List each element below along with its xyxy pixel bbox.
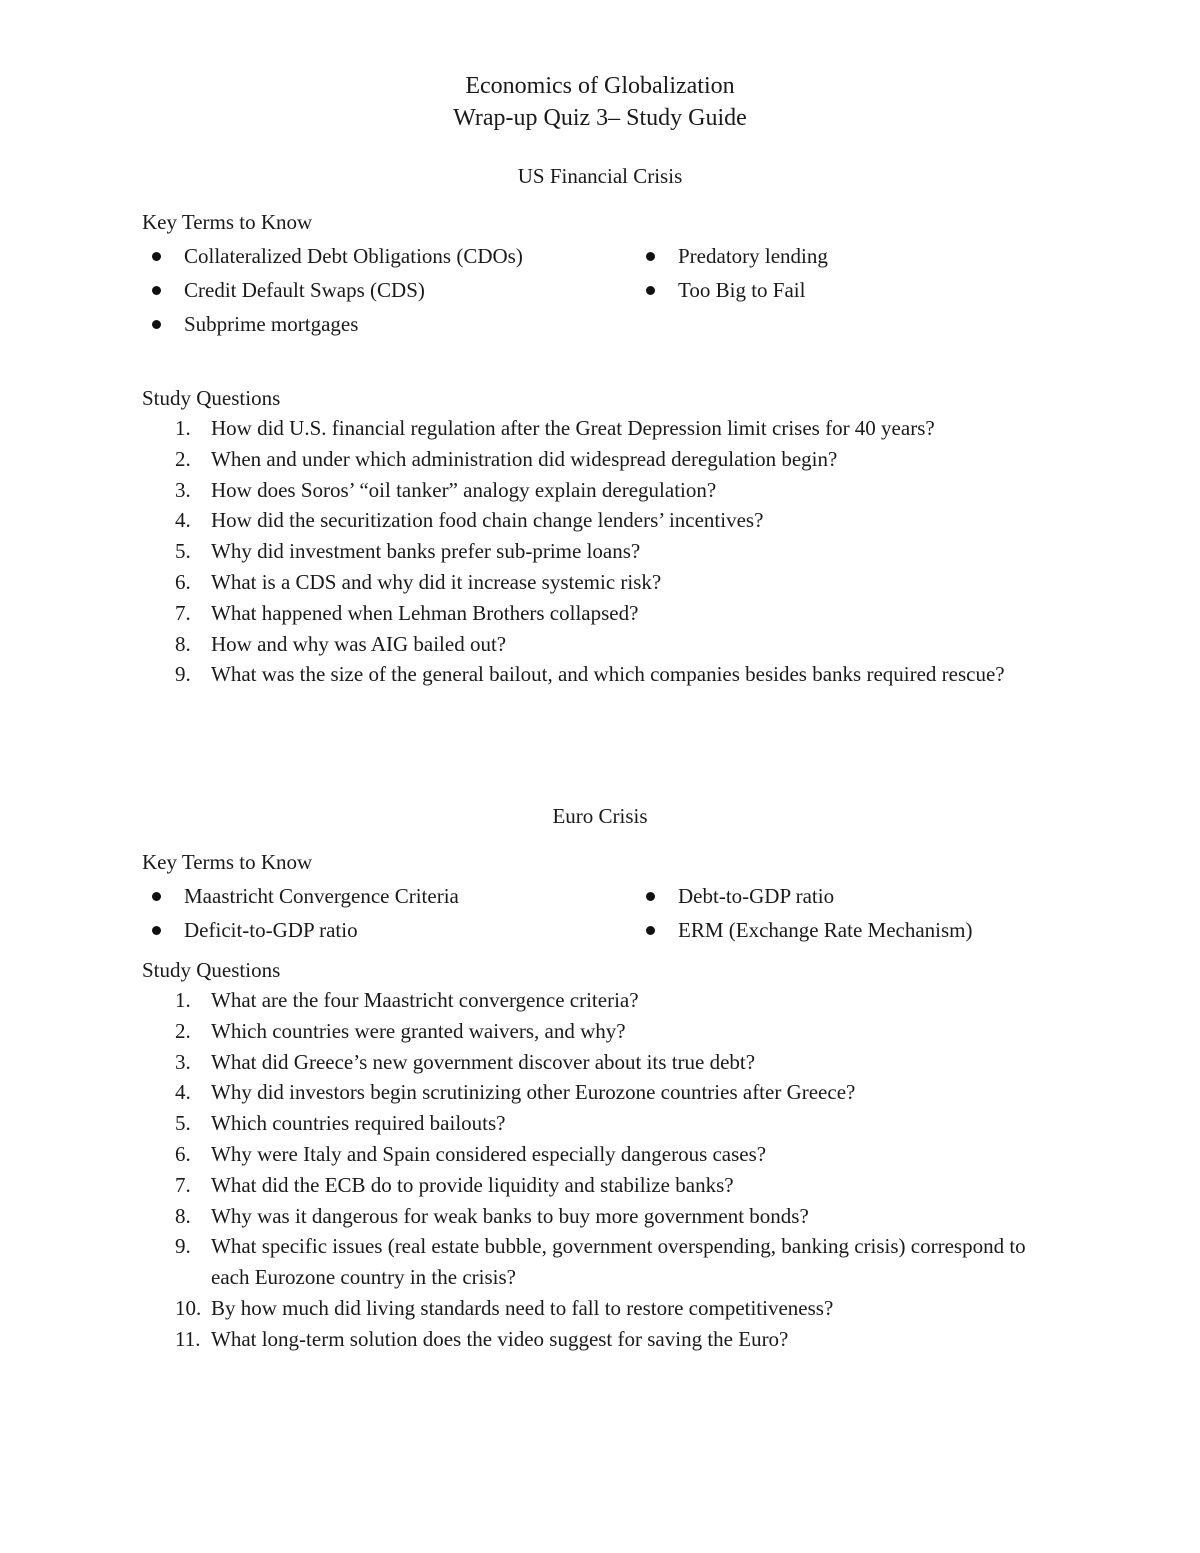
- section-euro-crisis: [142, 802, 1042, 1355]
- question-text: Which countries required bailouts?: [211, 1111, 506, 1136]
- study-questions-list: [142, 413, 1042, 690]
- key-term-text: Credit Default Swaps (CDS): [184, 278, 425, 302]
- study-question: [142, 567, 1042, 598]
- question-text: How did U.S. financial regulation after the Great Depression limit crises for 40 years?: [211, 416, 935, 440]
- key-term-item: [142, 275, 636, 305]
- key-term-item: [142, 881, 636, 911]
- study-question: [142, 413, 1042, 444]
- question-number: 9.: [175, 1234, 191, 1259]
- question-text: When and under which administration did widespread deregulation begin?: [211, 446, 838, 471]
- bullet-icon: [646, 286, 655, 295]
- study-question: [142, 1201, 1042, 1232]
- question-number: 6.: [175, 1141, 191, 1166]
- key-term-text: Collateralized Debt Obligations (CDOs): [184, 244, 523, 268]
- question-number: 3.: [175, 1049, 191, 1074]
- bullet-icon: [646, 926, 655, 935]
- question-text: Why was it dangerous for weak banks to buy more government bonds?: [211, 1203, 809, 1228]
- study-question: [142, 536, 1042, 567]
- bullet-icon: [646, 892, 655, 901]
- study-question: [142, 1324, 1042, 1355]
- question-number: 5.: [175, 1111, 191, 1136]
- study-question: [142, 629, 1042, 660]
- study-question: [142, 598, 1042, 629]
- question-number: 8.: [175, 631, 191, 656]
- study-question: [142, 1231, 1042, 1293]
- key-term-item: [142, 309, 636, 339]
- question-number: 2.: [175, 1018, 191, 1043]
- question-number: 9.: [175, 662, 191, 687]
- question-text: What long-term solution does the video suggest for saving the Euro?: [211, 1326, 789, 1351]
- key-term-text: Debt-to-GDP ratio: [678, 884, 835, 908]
- study-question: [142, 1047, 1042, 1078]
- question-number: 4.: [175, 508, 191, 533]
- question-number: 8.: [175, 1203, 191, 1228]
- study-question: [142, 1139, 1042, 1170]
- study-questions-list: [142, 985, 1042, 1355]
- question-number: 4.: [175, 1080, 191, 1105]
- question-text: What was the size of the general bailout, and which companies besides banks required rescue?: [211, 662, 1005, 687]
- section-us-financial-crisis: [142, 162, 1042, 690]
- question-number: 10.: [175, 1295, 202, 1320]
- question-text: What specific issues (real estate bubble, government overspending, banking crisis) correspond to each Eurozone country in the crisis?: [211, 1234, 1026, 1290]
- study-question: [142, 1293, 1042, 1324]
- bullet-icon: [646, 252, 655, 261]
- study-question: [142, 1077, 1042, 1108]
- key-term-text: ERM (Exchange Rate Mechanism): [678, 918, 973, 942]
- question-text: What happened when Lehman Brothers collapsed?: [211, 600, 639, 625]
- question-number: 7.: [175, 600, 191, 625]
- key-terms-list: [142, 881, 1042, 945]
- study-questions-label: Study Questions: [142, 958, 281, 982]
- document-title: Economics of Globalization: [465, 73, 735, 99]
- question-number: 5.: [175, 539, 191, 564]
- key-term-item: [636, 275, 1036, 305]
- question-number: 7.: [175, 1172, 191, 1197]
- question-number: 2.: [175, 446, 191, 471]
- question-text: What are the four Maastricht convergence criteria?: [211, 988, 639, 1012]
- question-number: 11.: [175, 1326, 201, 1351]
- question-number: 6.: [175, 569, 191, 594]
- question-number: 1.: [175, 988, 191, 1012]
- question-text: How and why was AIG bailed out?: [211, 631, 507, 656]
- bullet-icon: [152, 286, 161, 295]
- key-terms-label: Key Terms to Know: [142, 210, 313, 234]
- key-term-item: [636, 241, 1036, 271]
- study-question: [142, 444, 1042, 475]
- question-number: 3.: [175, 477, 191, 502]
- key-term-text: Predatory lending: [678, 244, 828, 268]
- document-subtitle: Wrap-up Quiz 3– Study Guide: [453, 105, 747, 131]
- study-question: [142, 1170, 1042, 1201]
- key-term-item: [636, 881, 1036, 911]
- question-text: Which countries were granted waivers, and why?: [211, 1018, 626, 1043]
- question-text: Why did investment banks prefer sub-prime loans?: [211, 539, 641, 564]
- key-term-item: [142, 915, 636, 945]
- key-term-text: Too Big to Fail: [678, 278, 806, 302]
- bullet-icon: [152, 892, 161, 901]
- study-question: [142, 475, 1042, 506]
- section-heading: US Financial Crisis: [517, 164, 683, 188]
- question-text: Why were Italy and Spain considered especially dangerous cases?: [211, 1141, 767, 1166]
- question-number: 1.: [175, 416, 191, 440]
- study-question: [142, 659, 1042, 690]
- question-text: Why did investors begin scrutinizing other Eurozone countries after Greece?: [211, 1080, 856, 1105]
- question-text: What is a CDS and why did it increase systemic risk?: [211, 569, 662, 594]
- bullet-icon: [152, 926, 161, 935]
- question-text: How did the securitization food chain change lenders’ incentives?: [211, 508, 764, 533]
- document-header: [0, 70, 1200, 134]
- key-terms-list: [142, 241, 1042, 339]
- key-term-item: [142, 241, 636, 271]
- key-terms-label: Key Terms to Know: [142, 850, 313, 874]
- bullet-icon: [152, 252, 161, 261]
- key-term-text: Subprime mortgages: [184, 312, 359, 336]
- question-text: What did Greece’s new government discover about its true debt?: [211, 1049, 756, 1074]
- bullet-icon: [152, 320, 161, 329]
- study-question: [142, 505, 1042, 536]
- study-question: [142, 1108, 1042, 1139]
- key-term-text: Maastricht Convergence Criteria: [184, 884, 459, 908]
- question-text: What did the ECB do to provide liquidity and stabilize banks?: [211, 1172, 734, 1197]
- study-question: [142, 1016, 1042, 1047]
- question-text: How does Soros’ “oil tanker” analogy explain deregulation?: [211, 477, 717, 502]
- section-heading: Euro Crisis: [552, 804, 648, 828]
- question-text: By how much did living standards need to fall to restore competitiveness?: [211, 1295, 834, 1320]
- key-term-item: [636, 915, 1036, 945]
- study-questions-label: Study Questions: [142, 386, 281, 410]
- study-question: [142, 985, 1042, 1016]
- key-term-text: Deficit-to-GDP ratio: [184, 918, 358, 942]
